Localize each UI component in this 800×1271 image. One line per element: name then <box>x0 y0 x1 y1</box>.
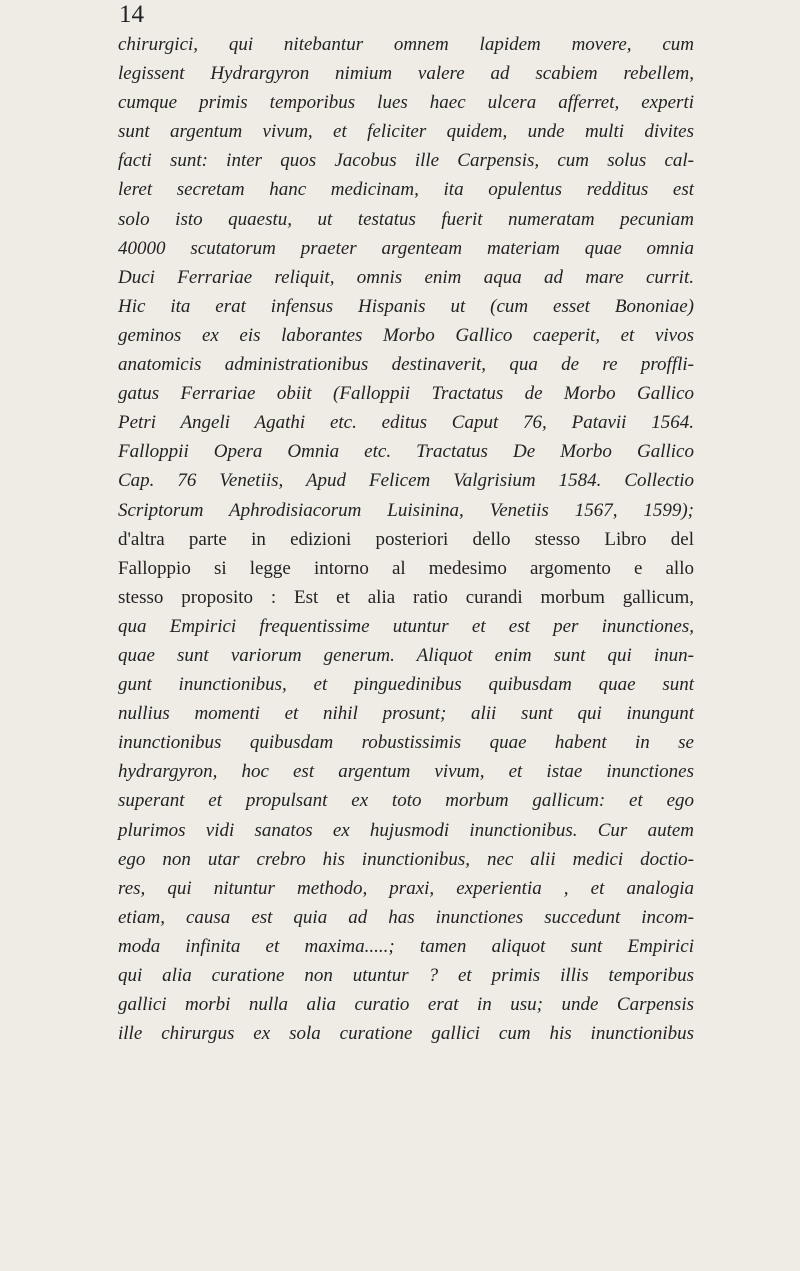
text-line: facti sunt: inter quos Jacobus ille Carpensis, cum solus cal- <box>118 150 694 172</box>
text-line: stesso proposito : Est et alia ratio curandi morbum gallicum, <box>118 586 694 608</box>
text-line: legissent Hydrargyron nimium valere ad scabiem rebellem, <box>118 63 694 85</box>
text-line: Falloppii Opera Omnia etc. Tractatus De Morbo Gallico <box>118 441 694 463</box>
text-line: Cap. 76 Venetiis, Apud Felicem Valgrisium 1584. Collectio <box>118 470 694 492</box>
text-line: cumque primis temporibus lues haec ulcera afferret, experti <box>118 92 694 114</box>
body-text <box>118 30 694 1048</box>
text-line: solo isto quaestu, ut testatus fuerit numeratam pecuniam <box>118 208 694 230</box>
text-line: gallici morbi nulla alia curatio erat in usu; unde Carpensis <box>118 994 694 1016</box>
text-line: plurimos vidi sanatos ex hujusmodi inunctionibus. Cur autem <box>118 819 694 841</box>
text-line: 40000 scutatorum praeter argenteam materiam quae omnia <box>118 237 694 259</box>
text-line: qua Empirici frequentissime utuntur et est per inunctiones, <box>118 615 694 637</box>
text-line: sunt argentum vivum, et feliciter quidem, unde multi divites <box>118 121 694 143</box>
page-number: 14 <box>119 1 144 28</box>
text-line: Hic ita erat infensus Hispanis ut (cum esset Bononiae) <box>118 295 694 317</box>
text-line: inunctionibus quibusdam robustissimis quae habent in se <box>118 732 694 754</box>
text-line: leret secretam hanc medicinam, ita opulentus redditus est <box>118 179 694 201</box>
text-line: qui alia curatione non utuntur ? et primis illis temporibus <box>118 965 694 986</box>
text-line: d'altra parte in edizioni posteriori dello stesso Libro del <box>118 528 694 550</box>
text-line: anatomicis administrationibus destinaverit, qua de re proffli- <box>118 354 694 376</box>
text-line: etiam, causa est quia ad has inunctiones succedunt incom- <box>118 906 694 928</box>
text-line: gatus Ferrariae obiit (Falloppii Tractatus de Morbo Gallico <box>118 383 694 405</box>
text-line: Falloppio si legge intorno al medesimo argomento e allo <box>118 557 694 579</box>
text-line: res, qui nituntur methodo, praxi, experientia , et analogia <box>118 877 694 899</box>
text-line: quae sunt variorum generum. Aliquot enim sunt qui inun- <box>118 644 694 666</box>
text-line: ille chirurgus ex sola curatione gallici cum his inunctionibus <box>118 1023 694 1045</box>
text-line: ego non utar crebro his inunctionibus, nec alii medici doctio- <box>118 848 694 870</box>
text-line: Petri Angeli Agathi etc. editus Caput 76, Patavii 1564. <box>118 412 694 434</box>
text-line: geminos ex eis laborantes Morbo Gallico caeperit, et vivos <box>118 324 694 346</box>
text-line: gunt inunctionibus, et pinguedinibus quibusdam quae sunt <box>118 674 694 696</box>
text-line: superant et propulsant ex toto morbum gallicum: et ego <box>118 790 694 812</box>
text-line: chirurgici, qui nitebantur omnem lapidem movere, cum <box>118 34 694 55</box>
text-line: nullius momenti et nihil prosunt; alii sunt qui inungunt <box>118 703 694 725</box>
text-line: Scriptorum Aphrodisiacorum Luisinina, Venetiis 1567, 1599); <box>118 499 694 521</box>
text-line: moda infinita et maxima.....; tamen aliquot sunt Empirici <box>118 935 694 957</box>
text-line: Duci Ferrariae reliquit, omnis enim aqua ad mare currit. <box>118 266 694 288</box>
text-line: hydrargyron, hoc est argentum vivum, et istae inunctiones <box>118 761 694 783</box>
